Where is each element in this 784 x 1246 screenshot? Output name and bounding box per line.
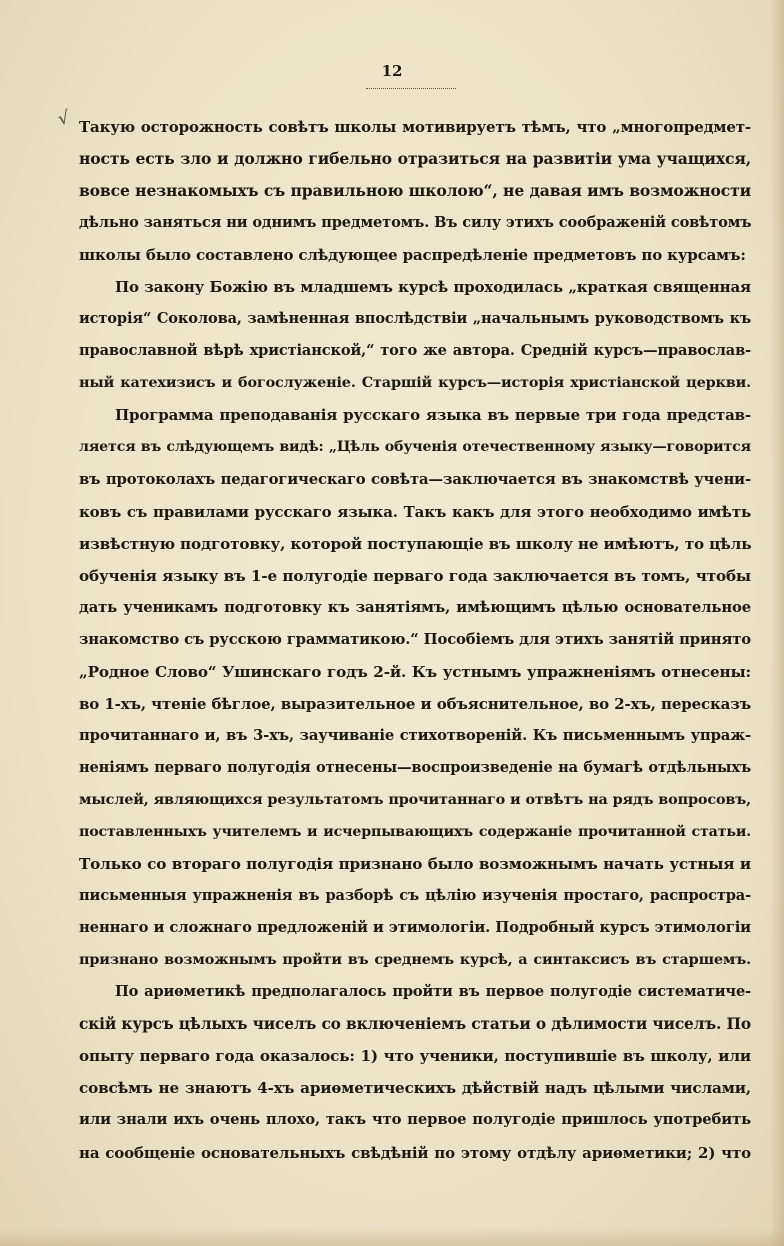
text-line: православной вѣрѣ христіанской,“ того же автора. Средній курсъ—православ- [79,342,751,360]
text-line: поставленныхъ учителемъ и исчерпывающихъ содержаніе прочитанной статьи. [79,824,751,841]
text-line: вовсе незнакомыхъ съ правильною школою“, не давая имъ возможности [79,181,751,201]
text-line: извѣстную подготовку, которой поступающіе въ школу не имѣютъ, то цѣль [79,534,752,553]
text-line: ный катехизисъ и богослуженіе. Старшій курсъ—исторія христіанской церкви. [79,374,751,392]
text-line: ковъ съ правилами русскаго языка. Такъ какъ для этого необходимо имѣть [79,502,751,521]
text-line: или знали ихъ очень плохо, такъ что первое полугодіе пришлось употребить [79,1111,751,1129]
page-edge-shadow-right [770,0,784,1246]
text-line: письменныя упражненія въ разборѣ съ цѣлію изученія простаго, распростра- [79,887,751,905]
text-line: скій курсъ цѣлыхъ чиселъ со включеніемъ статьи о дѣлимости чиселъ. По [79,1015,751,1034]
text-line: неннаго и сложнаго предложеній и этимологіи. Подробный курсъ этимологіи [79,919,751,937]
text-line: неніямъ перваго полугодія отнесены—воспроизведеніе на бумагѣ отдѣльныхъ [79,758,751,776]
text-line: По закону Божію въ младшемъ курсѣ проходилась „краткая священная [115,278,751,297]
text-line: дѣльно заняться ни однимъ предметомъ. Въ силу этихъ соображеній совѣтомъ [79,214,752,232]
page-edge-shadow-bottom [0,1228,784,1246]
text-line: „Родное Слово“ Ушинскаго годъ 2-й. Къ устнымъ упражненіямъ отнесены: [79,662,751,681]
text-line: Только со втораго полугодія признано было возможнымъ начать устныя и [79,855,751,874]
page-number: 12 [381,62,403,80]
text-line: Программа преподаванія русскаго языка въ первые три года представ- [115,406,751,425]
text-line: признано возможнымъ пройти въ среднемъ курсѣ, а синтаксисъ въ старшемъ. [79,951,751,969]
body-text [79,111,751,1169]
text-line: мыслей, являющихся результатомъ прочитаннаго и отвѣтъ на рядъ вопросовъ, [79,790,751,808]
text-line: обученія языку въ 1-е полугодіе перваго года заключается въ томъ, чтобы [79,566,751,585]
text-line: въ протоколахъ педагогическаго совѣта—заключается въ знакомствѣ учени- [79,470,751,488]
text-line: совсѣмъ не знаютъ 4-хъ ариѳметическихъ дѣйствій надъ цѣлыми числами, [79,1079,751,1098]
text-line: опыту перваго года оказалось: 1) что ученики, поступившіе въ школу, или [79,1047,751,1066]
text-line: ляется въ слѣдующемъ видѣ: „Цѣль обученія отечественному языку—говорится [79,439,751,456]
text-line: дать ученикамъ подготовку къ занятіямъ, имѣющимъ цѣлью основательное [79,598,751,616]
text-line: исторія“ Соколова, замѣненная впослѣдствіи „начальнымъ руководствомъ къ [79,310,751,328]
page-number-rule [366,88,456,89]
text-line: По ариѳметикѣ предполагалось пройти въ первое полугодіе систематиче- [115,983,751,1001]
text-line: ность есть зло и должно гибельно отразиться на развитіи ума учащихся, [79,149,751,169]
text-line: прочитаннаго и, въ 3-хъ, заучиваніе стихотвореній. Къ письменнымъ упраж- [79,726,751,744]
text-line: знакомство съ русскою грамматикою.“ Пособіемъ для этихъ занятій принято [79,630,751,648]
text-line: Такую осторожность совѣтъ школы мотивируетъ тѣмъ, что „многопредмет- [79,118,751,136]
text-line: во 1-хъ, чтеніе бѣглое, выразительное и объяснительное, во 2-хъ, пересказъ [79,694,751,713]
margin-check-mark: √ [55,107,72,130]
text-line: на сообщеніе основательныхъ свѣдѣній по этому отдѣлу ариѳметики; 2) что [79,1143,751,1162]
text-line: школы было составлено слѣдующее распредѣленіе предметовъ по курсамъ: [79,246,746,265]
